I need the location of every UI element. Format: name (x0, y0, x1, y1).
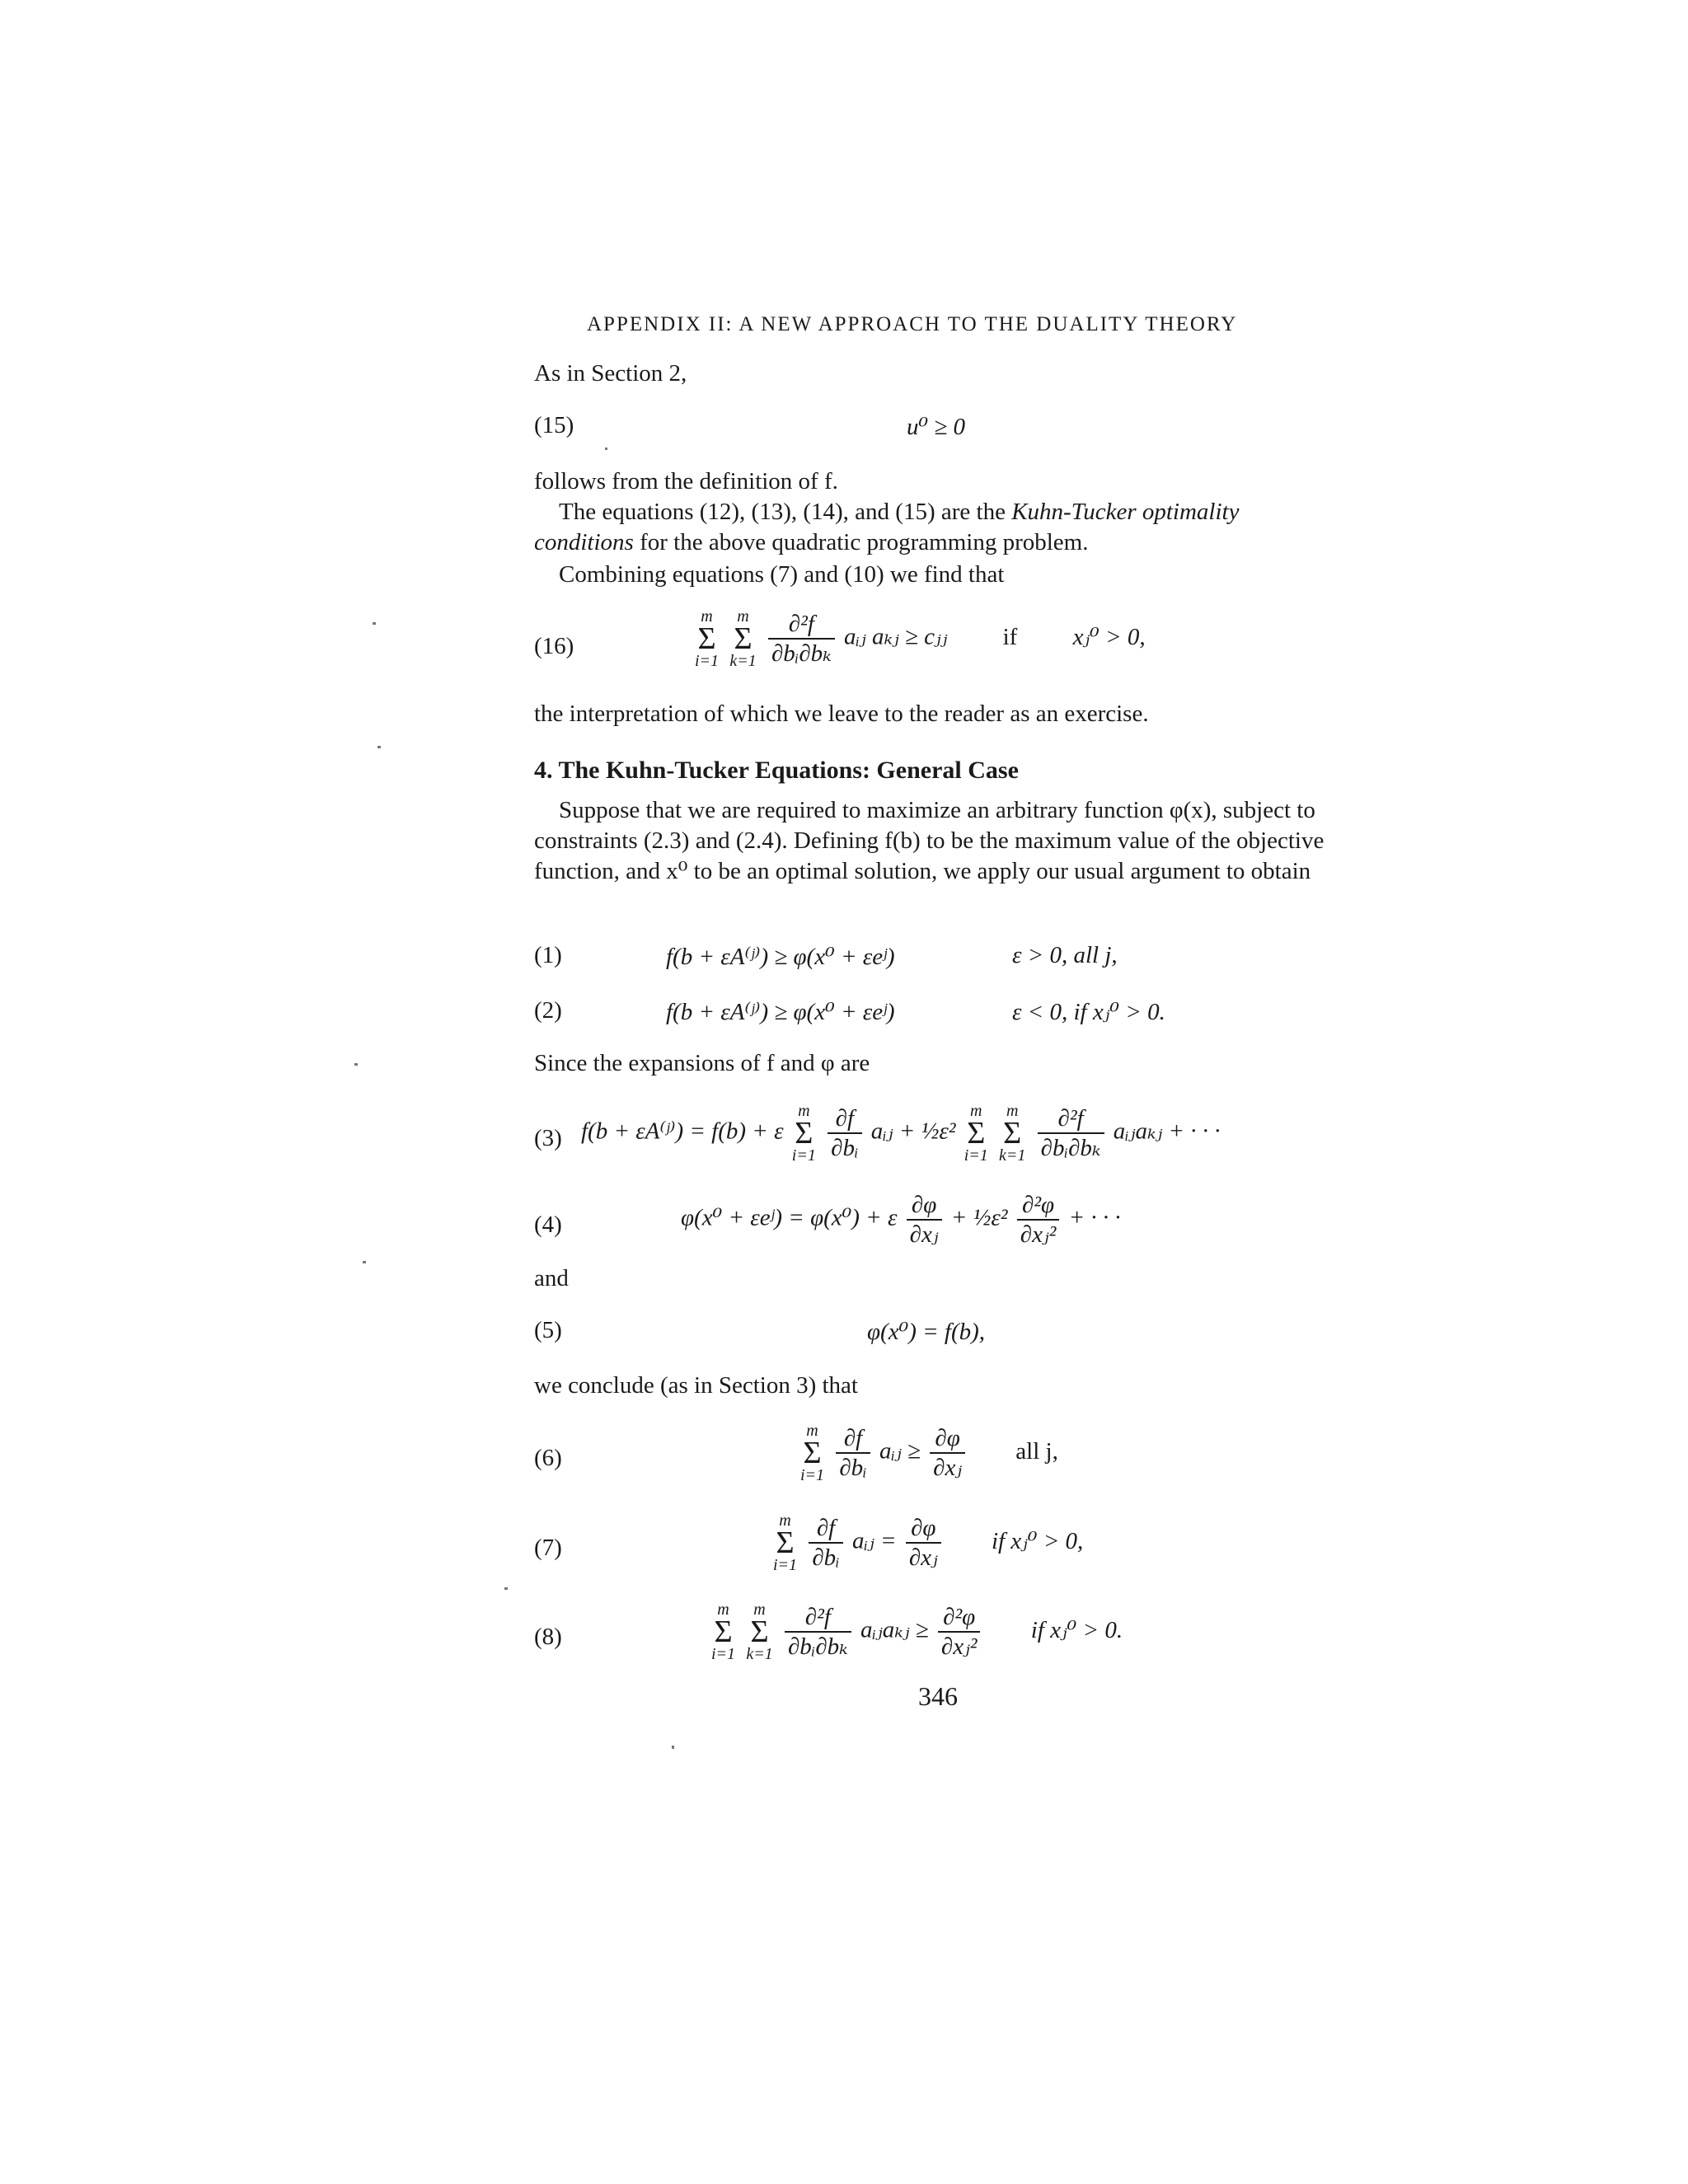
eq15-expression: u⁰ ≥ 0 (907, 414, 966, 440)
eq3-number: (3) (534, 1125, 562, 1151)
paragraph-and: and (534, 1265, 569, 1291)
fraction-dphi-dxj: $\frac{\partial\varphi}{\text{∂xⱼ}}$ (907, 1191, 942, 1249)
kkt-text-1: The equations (12), (13), (14), and (15) are the (559, 499, 1012, 525)
scan-speck (377, 746, 381, 748)
eq16-rhs: aᵢⱼ aₖⱼ ≥ cⱼⱼ (844, 623, 948, 650)
sum-k: m Σ k=1 (729, 607, 757, 670)
eq6-condition: all j, (1015, 1437, 1058, 1465)
scan-speck (363, 1261, 366, 1263)
fraction-d2f: $\frac{\text{∂²f}}{\text{∂bᵢ∂bₖ}}$ (785, 1603, 851, 1661)
fraction-d2phi-dxj2: $\frac{\text{∂²φ}}{\text{∂xⱼ²}}$ (938, 1603, 981, 1661)
eq4-tail: + · · · (1068, 1204, 1121, 1231)
eq6-number: (6) (534, 1445, 562, 1471)
scan-speck (373, 622, 376, 625)
fraction-df-dbi: $\frac{\partial f}{\text{∂bᵢ}}$ (828, 1104, 861, 1162)
eq3-lhs: f(b + εA⁽ʲ⁾) = f(b) + ε (581, 1118, 784, 1145)
fraction-df-dbi: $\frac{\partial f}{\text{∂bᵢ}}$ (836, 1424, 870, 1482)
eq1-condition: ε > 0, all j, (1012, 942, 1118, 968)
eq7-relation: aᵢⱼ = (851, 1527, 897, 1554)
sum-i: m Σ i=1 (773, 1511, 798, 1574)
eq4-mid: + ½ε² (950, 1204, 1008, 1231)
section-heading: 4. The Kuhn-Tucker Equations: General Case (534, 757, 1019, 784)
eq8-expression (709, 1601, 1123, 1662)
kkt-text-2: for the above quadratic programming problem. (633, 529, 1089, 555)
sum-i: m Σ i=1 (711, 1601, 736, 1663)
eq7-condition: if xⱼ⁰ > 0, (991, 1527, 1084, 1554)
sum-i: m Σ i=1 (695, 607, 720, 670)
eq8-relation: aᵢⱼaₖⱼ ≥ (860, 1616, 929, 1643)
combining-text: Combining equations (7) and (10) we find that (559, 561, 1005, 588)
eq16-number: (16) (534, 633, 574, 659)
eq3-mid: aᵢⱼ + ½ε² (870, 1118, 956, 1145)
eq2-expression: f(b + εA⁽ʲ⁾) ≥ φ(x⁰ + εeʲ) (666, 999, 895, 1025)
eq8-number: (8) (534, 1624, 562, 1650)
sum-i: m Σ i=1 (800, 1422, 825, 1484)
eq3-expression (581, 1103, 1221, 1164)
fraction-d2f: $\frac{\text{∂²f}}{\text{∂bᵢ∂bₖ}}$ (1038, 1104, 1104, 1162)
eq1-number: (1) (534, 942, 562, 968)
eq16-if: if (1002, 623, 1018, 650)
paragraph-interpretation: the interpretation of which we leave to the reader as an exercise. (534, 701, 1149, 727)
eq3-tail: aᵢⱼaₖⱼ + · · · (1113, 1118, 1221, 1145)
fraction-dphi-dxj: $\frac{\partial\varphi}{\text{∂xⱼ}}$ (906, 1514, 941, 1572)
eq6-relation: aᵢⱼ ≥ (879, 1437, 921, 1465)
sum-i: m Σ i=1 (964, 1102, 988, 1165)
eq2-number: (2) (534, 997, 562, 1024)
eq4-expression (681, 1191, 1121, 1249)
page-number: 346 (918, 1681, 958, 1711)
scan-speck (672, 1746, 674, 1749)
suppose-text: Suppose that we are required to maximize an arbitrary function φ(x), subject to constraints (2.3) and (2.4). Defining f(b) to be the maximum value of the objective function, and x⁰ to be an optimal solution, we apply our usual argument to obtain (534, 797, 1325, 884)
scan-speck (605, 448, 607, 450)
running-header: APPENDIX II: A NEW APPROACH TO THE DUALITY THEORY (587, 313, 1238, 335)
kkt-italic-1: Kuhn-Tucker optimality (1011, 499, 1240, 525)
fraction-d2f: $\frac{\text{∂²f}}{\text{∂bᵢ∂bₖ}}$ (768, 610, 835, 668)
intro-text: As in Section 2, (534, 360, 687, 387)
eq8-condition: if xⱼ⁰ > 0. (1030, 1616, 1123, 1643)
eq5-expression: φ(x⁰) = f(b), (867, 1319, 986, 1345)
eq6-expression (798, 1422, 1058, 1483)
eq15-number: (15) (534, 412, 574, 438)
fraction-df-dbi: $\frac{\partial f}{\text{∂bᵢ}}$ (809, 1514, 842, 1572)
scan-speck (504, 1587, 508, 1590)
fraction-dphi-dxj: $\frac{\partial\varphi}{\text{∂xⱼ}}$ (930, 1424, 965, 1482)
paragraph-kkt (534, 497, 1342, 558)
scan-speck (354, 1063, 358, 1066)
eq16-condition: xⱼ⁰ > 0, (1072, 623, 1146, 650)
eq7-expression (771, 1512, 1083, 1573)
eq5-number: (5) (534, 1317, 562, 1343)
paragraph-follows: follows from the definition of f. (534, 468, 838, 494)
eq1-expression: f(b + εA⁽ʲ⁾) ≥ φ(x⁰ + εeʲ) (666, 944, 895, 970)
eq4-lhs: φ(x⁰ + εeʲ) = φ(x⁰) + ε (681, 1204, 898, 1231)
eq4-number: (4) (534, 1212, 562, 1238)
paragraph-conclude: we conclude (as in Section 3) that (534, 1372, 858, 1399)
paragraph-since: Since the expansions of f and φ are (534, 1050, 870, 1076)
paragraph-combining (534, 560, 1342, 590)
eq7-number: (7) (534, 1535, 562, 1561)
sum-k: m Σ k=1 (746, 1601, 773, 1663)
paragraph-suppose (534, 795, 1342, 887)
eq2-condition: ε < 0, if xⱼ⁰ > 0. (1012, 999, 1165, 1025)
kkt-italic-2: conditions (534, 529, 634, 555)
sum-k: m Σ k=1 (999, 1102, 1026, 1165)
sum-i: m Σ i=1 (791, 1102, 816, 1165)
eq16-expression (692, 608, 1146, 669)
fraction-d2phi-dxj2: $\frac{\text{∂²φ}}{\text{∂xⱼ²}}$ (1017, 1191, 1060, 1249)
